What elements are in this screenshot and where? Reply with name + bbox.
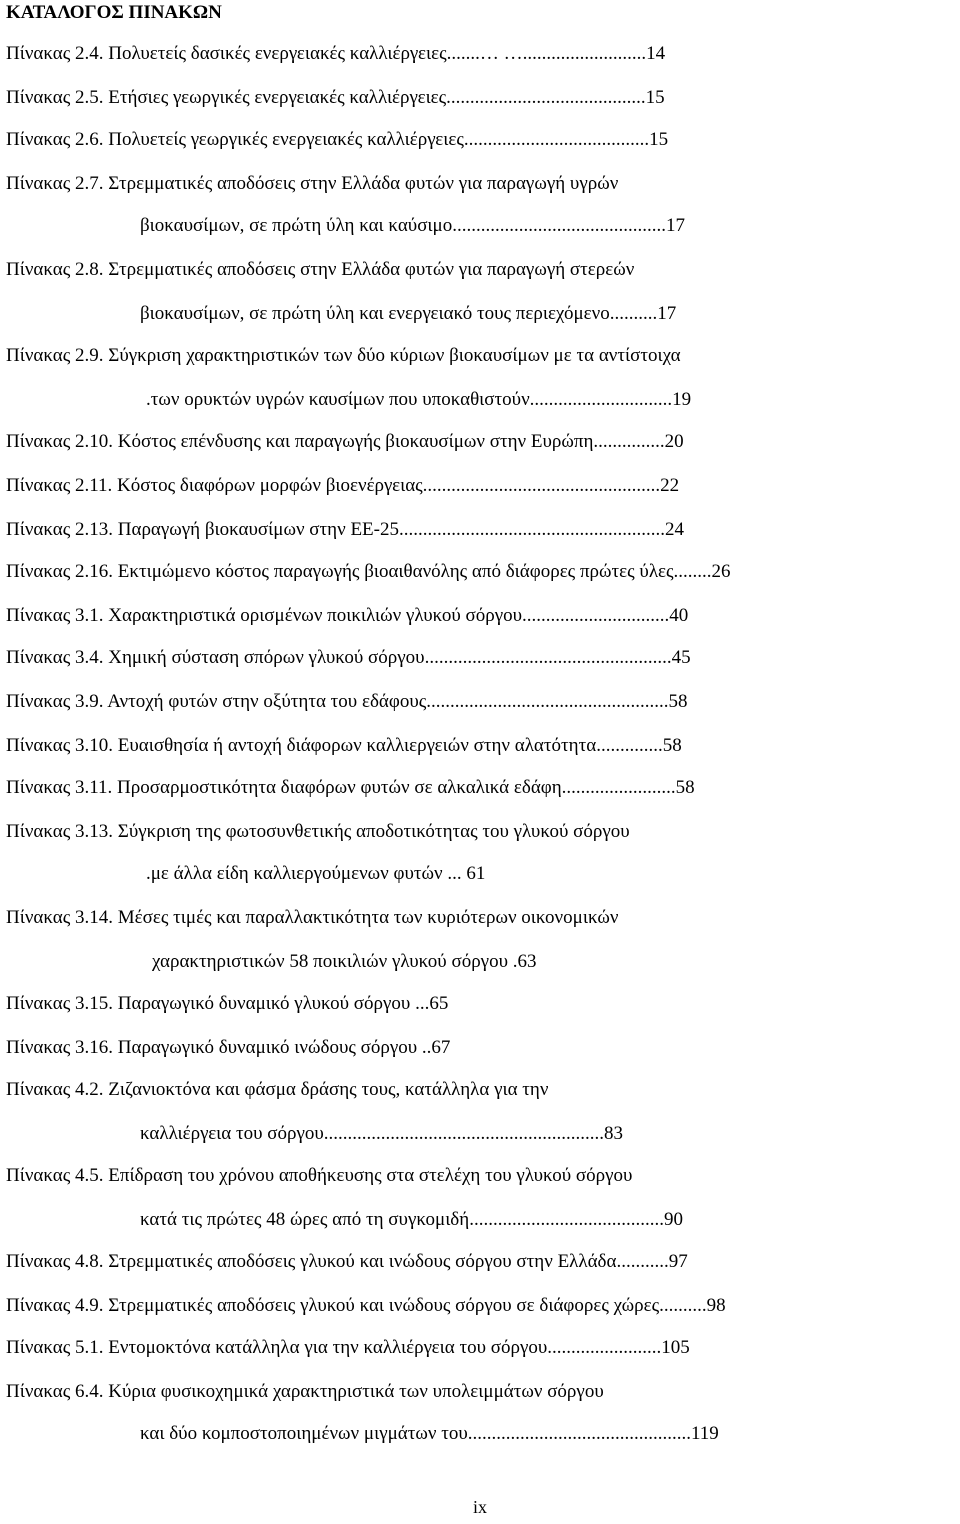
list-item: Πίνακας 2.6. Πολυετείς γεωργικές ενεργειακές καλλιέργειες.......................................15	[6, 129, 669, 150]
list-item: Πίνακας 3.10. Ευαισθησία ή αντοχή διάφορων καλλιεργειών στην αλατότητα..............58	[6, 735, 682, 756]
list-item: Πίνακας 6.4. Κύρια φυσικοχημικά χαρακτηριστικά των υπολειμμάτων σόργου	[6, 1381, 604, 1402]
list-item: Πίνακας 2.7. Στρεμματικές αποδόσεις στην Ελλάδα φυτών για παραγωγή υγρών	[6, 173, 619, 194]
list-item: Πίνακας 3.15. Παραγωγικό δυναμικό γλυκού σόργου ...65	[6, 993, 449, 1014]
list-item: Πίνακας 3.11. Προσαρμοστικότητα διαφόρων φυτών σε αλκαλικά εδάφη........................58	[6, 777, 695, 798]
list-item: Πίνακας 4.9. Στρεμματικές αποδόσεις γλυκού και ινώδους σόργου σε διάφορες χώρες..........98	[6, 1295, 726, 1316]
list-item-continuation: .με άλλα είδη καλλιεργούμενων φυτών ... 61	[146, 863, 486, 884]
list-item-continuation: βιοκαυσίμων, σε πρώτη ύλη και ενεργειακό τους περιεχόμενο..........17	[140, 303, 677, 324]
list-item: Πίνακας 4.8. Στρεμματικές αποδόσεις γλυκού και ινώδους σόργου στην Ελλάδα...........97	[6, 1251, 688, 1272]
list-item: Πίνακας 4.5. Επίδραση του χρόνου αποθήκευσης στα στελέχη του γλυκού σόργου	[6, 1165, 633, 1186]
list-item-continuation: κατά τις πρώτες 48 ώρες από τη συγκομιδή.........................................90	[140, 1209, 683, 1230]
list-item-continuation: καλλιέργεια του σόργου...........................................................83	[140, 1123, 624, 1144]
list-item-continuation: χαρακτηριστικών 58 ποικιλιών γλυκού σόργου .63	[152, 951, 537, 972]
list-item: Πίνακας 2.10. Κόστος επένδυσης και παραγωγής βιοκαυσίμων στην Ευρώπη...............20	[6, 431, 684, 452]
list-item: Πίνακας 4.2. Ζιζανιοκτόνα και φάσμα δράσης τους, κατάλληλα για την	[6, 1079, 549, 1100]
list-item: Πίνακας 2.9. Σύγκριση χαρακτηριστικών των δύο κύριων βιοκαυσίμων με τα αντίστοιχα	[6, 345, 681, 366]
list-item: Πίνακας 2.5. Ετήσιες γεωργικές ενεργειακές καλλιέργειες..........................................15	[6, 87, 665, 108]
list-item-continuation: .των ορυκτών υγρών καυσίμων που υποκαθιστούν..............................19	[146, 389, 692, 410]
list-item: Πίνακας 2.4. Πολυετείς δασικές ενεργειακές καλλιέργειες.......… …..........................14	[6, 43, 666, 64]
page-title: ΚΑΤΑΛΟΓΟΣ ΠΙΝΑΚΩΝ	[6, 2, 222, 23]
list-item: Πίνακας 2.11. Κόστος διαφόρων μορφών βιοενέργειας..................................................22	[6, 475, 680, 496]
list-item: Πίνακας 3.13. Σύγκριση της φωτοσυνθετικής αποδοτικότητας του γλυκού σόργου	[6, 821, 630, 842]
list-item: Πίνακας 5.1. Εντομοκτόνα κατάλληλα για την καλλιέργεια του σόργου........................105	[6, 1337, 690, 1358]
list-item: Πίνακας 3.9. Αντοχή φυτών στην οξύτητα του εδάφους...................................................58	[6, 691, 688, 712]
page-number: ix	[472, 1497, 487, 1517]
list-item: Πίνακας 2.8. Στρεμματικές αποδόσεις στην Ελλάδα φυτών για παραγωγή στερεών	[6, 259, 635, 280]
list-item: Πίνακας 3.16. Παραγωγικό δυναμικό ινώδους σόργου ..67	[6, 1037, 451, 1058]
list-item: Πίνακας 3.1. Χαρακτηριστικά ορισμένων ποικιλιών γλυκού σόργου...............................40	[6, 605, 689, 626]
list-item: Πίνακας 3.4. Χημική σύσταση σπόρων γλυκού σόργου....................................................45	[6, 647, 691, 668]
list-item: Πίνακας 2.13. Παραγωγή βιοκαυσίμων στην ΕΕ-25........................................................24	[6, 519, 684, 540]
list-item-continuation: και δύο κομποστοποιημένων μιγμάτων του...............................................119	[140, 1423, 719, 1444]
list-item: Πίνακας 2.16. Εκτιμώμενο κόστος παραγωγής βιοαιθανόλης από διάφορες πρώτες ύλες........26	[6, 561, 731, 582]
list-item-continuation: βιοκαυσίμων, σε πρώτη ύλη και καύσιμο.............................................17	[140, 215, 685, 236]
list-item: Πίνακας 3.14. Μέσες τιμές και παραλλακτικότητα των κυριότερων οικονομικών	[6, 907, 619, 928]
